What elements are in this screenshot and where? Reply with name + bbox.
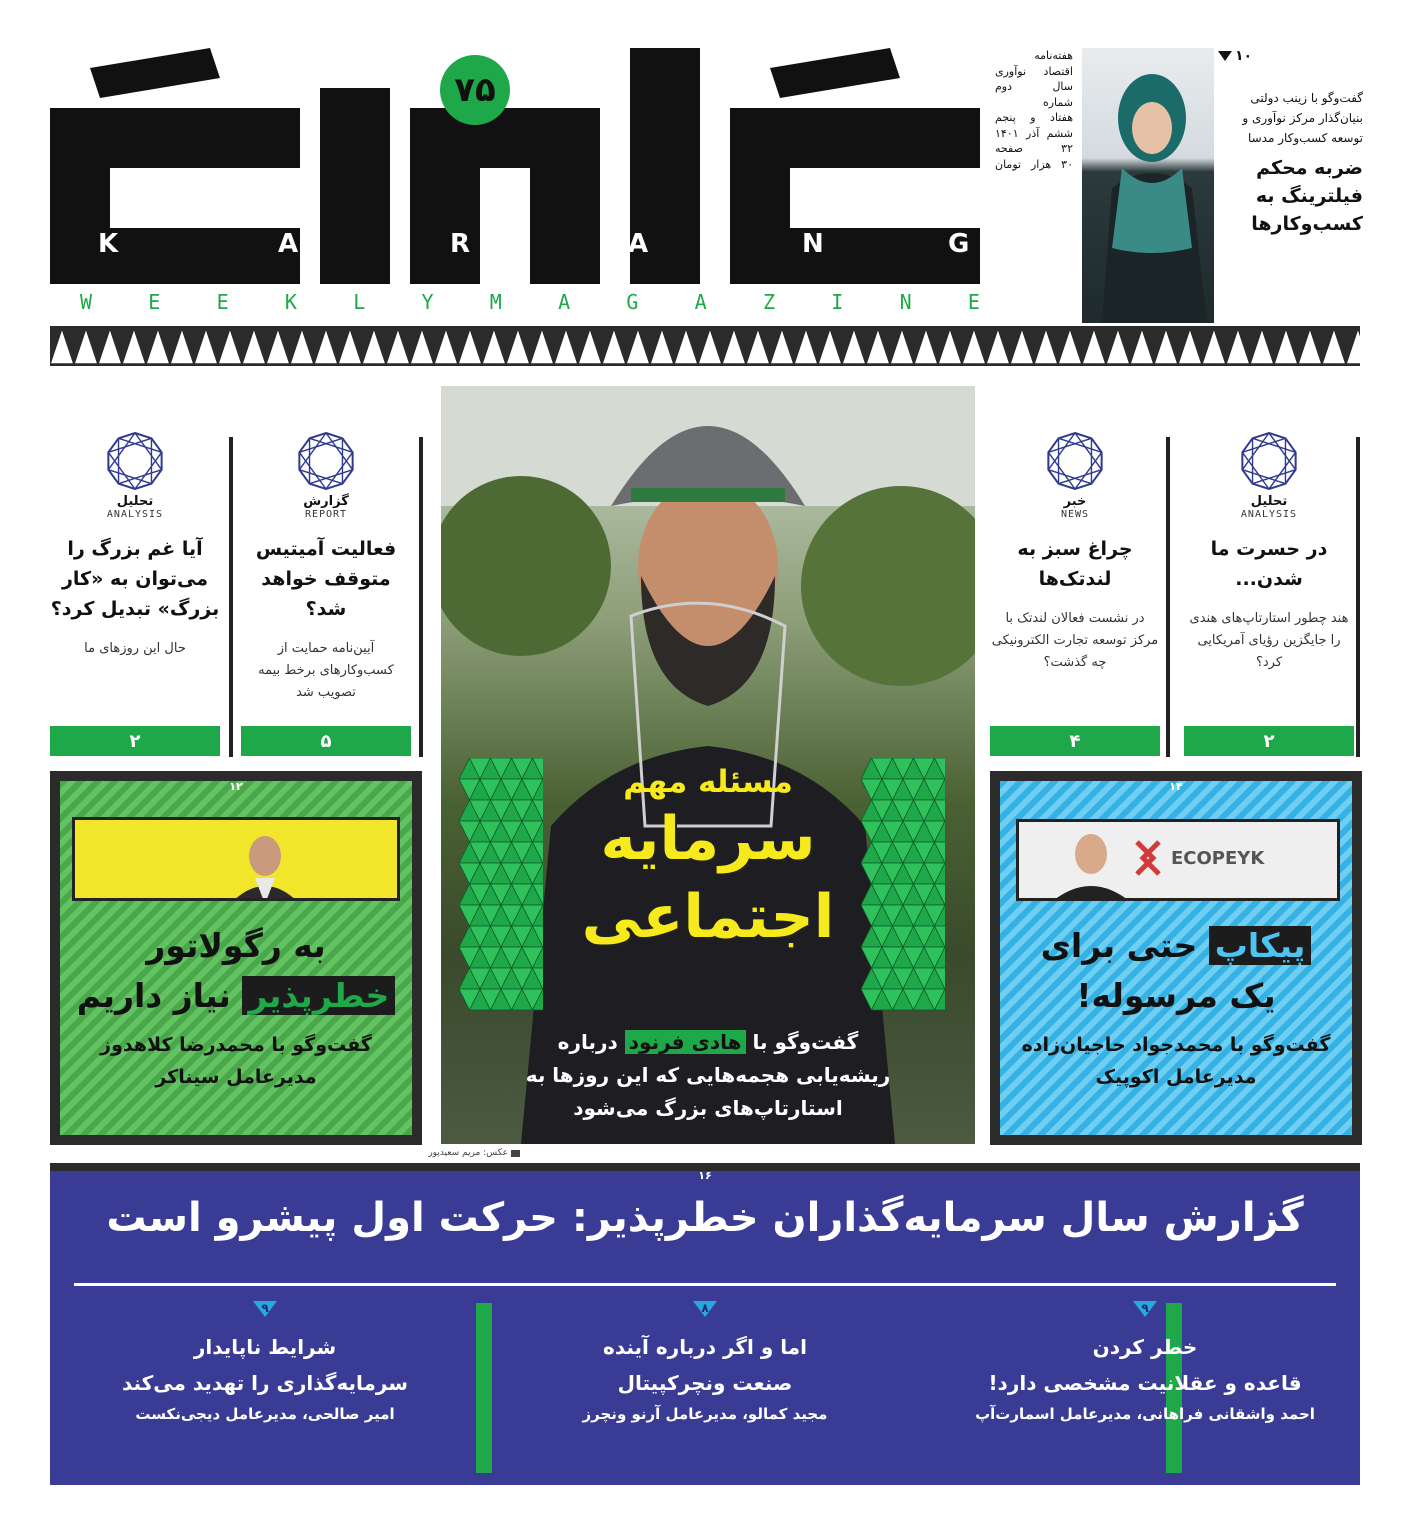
logo-letter-a: A [278, 229, 299, 259]
column-category-en: REPORT [304, 509, 348, 520]
right-feature-box[interactable] [990, 771, 1362, 1145]
column-category: خبر [1063, 494, 1087, 509]
cover-deck-text: درباره [557, 1030, 618, 1054]
bottom-item-page [930, 1301, 1360, 1317]
column-news[interactable] [990, 430, 1160, 674]
teaser-title: ضربه محکم فیلترینگ به کسب‌وکارها [1251, 157, 1363, 235]
bottom-item-sub: امیر صالحی، مدیرعامل دیجی‌نکست [135, 1405, 395, 1423]
tagline-letter: Z [762, 290, 776, 314]
issue-info-line: شماره [1042, 95, 1073, 109]
bottom-item-title-line1: خطر کردن [1092, 1335, 1198, 1359]
column-analysis-1[interactable] [1184, 430, 1354, 674]
analysis-emblem-icon [104, 430, 166, 492]
teaser-intro: گفت‌وگو با زینب دولتی بنیان‌گذار مرکز نوآوری و توسعه کسب‌وکار مدسا [1242, 91, 1363, 145]
column-title: چراغ سبز به لندتک‌ها [1017, 538, 1133, 590]
cover-deck-line3: استارتاپ‌های بزرگ می‌شود [573, 1096, 843, 1120]
right-box-photo [1016, 819, 1340, 901]
top-teaser[interactable] [1218, 48, 1363, 238]
camera-icon [511, 1150, 520, 1157]
cover-photo[interactable] [441, 386, 975, 1144]
column-desc: حال این روزهای ما [84, 641, 186, 656]
bottom-title: گزارش سال سرمایه‌گذاران خطرپذیر: حرکت اول پیشرو است [106, 1195, 1304, 1241]
column-page-bar: ۵ [241, 726, 411, 756]
bottom-item-sub: احمد واشقانی فراهانی، مدیرعامل اسمارت‌آپ [975, 1405, 1315, 1423]
tagline-letter: E [148, 290, 161, 314]
bottom-item-title-line2: سرمایه‌گذاری را تهدید می‌کند [121, 1371, 409, 1395]
left-box-text [60, 921, 412, 1093]
cover-kicker: مسئله مهم [623, 764, 793, 800]
issue-info-line: ۳۲ صفحه [995, 142, 1073, 155]
cover-deck [461, 1026, 955, 1125]
bottom-item-page [50, 1301, 480, 1317]
tagline-letter: E [216, 290, 229, 314]
tagline-letter: Y [421, 290, 434, 314]
column-analysis-2[interactable] [50, 430, 220, 660]
analysis-emblem-icon [1238, 430, 1300, 492]
logo-letter-n: N [802, 229, 824, 259]
cover-headline [441, 800, 975, 956]
column-desc: هند چطور استارتاپ‌های هندی را جایگزین رؤیای آمریکایی کرد؟ [1189, 611, 1349, 670]
left-box-sub-line2: مدیرعامل سیناکر [155, 1066, 317, 1088]
bottom-item-page-number: ۹ [1141, 1301, 1149, 1315]
triangle-pattern-band [50, 326, 1360, 366]
right-box-text [1000, 921, 1352, 1093]
tagline-letter: N [899, 290, 912, 314]
bottom-feature-band[interactable] [50, 1163, 1360, 1485]
bottom-item-sub: مجید کمالو، مدیرعامل آرنو ونچرز [582, 1405, 828, 1423]
logo-letter-k: K [98, 229, 119, 259]
bottom-item-page [490, 1301, 920, 1317]
column-category: تحلیل [116, 494, 154, 509]
weekly-magazine-tagline [80, 290, 980, 318]
column-page-bar: ۴ [990, 726, 1160, 756]
issue-info [995, 48, 1073, 172]
ecopeyk-logo-icon [1137, 842, 1159, 874]
column-report[interactable] [241, 430, 411, 704]
photo-credit [420, 1148, 520, 1158]
left-box-sub-line1: گفت‌وگو با محمدرضا کلاهدوز [100, 1034, 372, 1056]
issue-info-line: اقتصاد نوآوری [995, 64, 1073, 78]
column-divider [419, 437, 423, 757]
left-box-photo [72, 817, 400, 901]
logo-letter-a2: A [628, 229, 649, 259]
column-desc: در نشست فعالان لندتک با مرکز توسعه تجارت الکترونیکی چه گذشت؟ [991, 611, 1159, 670]
masthead-logo [50, 48, 980, 284]
right-box-headline-line2: یک مرسوله! [1076, 976, 1276, 1015]
right-box-headline-line1: حتی برای [1040, 926, 1198, 965]
issue-info-line: ۳۰ هزار تومان [995, 157, 1073, 171]
cover-headline-line1: سرمایه [600, 804, 816, 874]
news-emblem-icon [1044, 430, 1106, 492]
tagline-letter: K [284, 290, 297, 314]
column-title: فعالیت آمیتیس متوقف خواهد شد؟ [255, 538, 397, 620]
issue-info-line: سال دوم [995, 80, 1073, 93]
left-box-headline-line1: به رگولاتور [146, 926, 326, 965]
column-category: تحلیل [1250, 494, 1288, 509]
issue-number-badge: ۷۵ [440, 55, 510, 125]
box-page-number: ۱۴ [1169, 780, 1183, 793]
tagline-letter: M [489, 290, 502, 314]
tagline-letter: A [558, 290, 571, 314]
cover-deck-text: گفت‌وگو با [752, 1030, 859, 1054]
bottom-rule [74, 1283, 1336, 1286]
left-feature-box[interactable] [50, 771, 422, 1145]
bottom-page-number: ۱۶ [698, 1169, 712, 1182]
tagline-letter: W [80, 290, 93, 314]
bottom-item-page-number: ۹ [261, 1301, 269, 1315]
tagline-letter: L [353, 290, 366, 314]
issue-info-line: هفتاد و پنجم [995, 111, 1073, 124]
logo-letter-g: G [948, 229, 970, 259]
tagline-letter: I [831, 290, 844, 314]
teaser-photo [1082, 48, 1214, 323]
report-emblem-icon [295, 430, 357, 492]
bottom-item-title-line2: صنعت ونچرکپیتال [617, 1371, 793, 1395]
column-divider [1166, 437, 1170, 757]
bottom-item-page-number: ۸ [701, 1301, 709, 1315]
column-category-en: ANALYSIS [106, 509, 164, 520]
bottom-item-2[interactable] [490, 1301, 920, 1423]
tagline-letter: G [626, 290, 639, 314]
teaser-page-number: ۱۰ [1218, 48, 1363, 64]
tagline-letter: E [967, 290, 980, 314]
ecopeyk-logo-text: ECOPEYK [1171, 848, 1265, 869]
column-desc: آیین‌نامه حمایت از کسب‌وکارهای برخط بیمه تصویب شد [258, 641, 394, 700]
box-page-number: ۱۲ [229, 780, 243, 793]
right-box-sub-line1: گفت‌وگو با محمدجواد حاجیان‌زاده [1021, 1034, 1331, 1056]
column-page-bar: ۲ [1184, 726, 1354, 756]
column-category-en: NEWS [1060, 509, 1090, 520]
left-box-headline-highlight: خطرپذیر [242, 976, 395, 1015]
issue-info-line: هفته‌نامه [1034, 49, 1073, 62]
left-box-headline-line2: نیاز داریم [76, 976, 231, 1015]
column-title: آیا غم بزرگ را می‌توان به «کار بزرگ» تبدیل کرد؟ [50, 538, 220, 620]
issue-info-line: ششم آذر ۱۴۰۱ [995, 126, 1073, 140]
bottom-item-1[interactable] [930, 1301, 1360, 1423]
column-divider [1356, 437, 1360, 757]
cover-deck-line2: ریشه‌یابی هجمه‌هایی که این روزها به [525, 1063, 891, 1087]
column-divider [229, 437, 233, 757]
bottom-item-3[interactable] [50, 1301, 480, 1423]
cover-headline-line2: اجتماعی [581, 882, 835, 952]
photo-credit-text: عکس: مریم سعیدپور [428, 1148, 508, 1158]
column-page-bar: ۲ [50, 726, 220, 756]
bottom-item-title-line1: اما و اگر درباره آینده [603, 1335, 807, 1359]
right-box-headline-highlight: پیکاپ [1209, 926, 1312, 965]
column-title: در حسرت ما شدن... [1210, 538, 1328, 590]
logo-letter-r: R [450, 229, 471, 259]
column-category: گزارش [303, 494, 349, 509]
tagline-letter: A [694, 290, 707, 314]
column-category-en: ANALYSIS [1240, 509, 1298, 520]
bottom-item-title-line1: شرایط ناپایدار [193, 1335, 337, 1359]
right-box-sub-line2: مدیرعامل اکوپیک [1095, 1066, 1257, 1088]
cover-headline-block [441, 764, 975, 956]
bottom-item-title-line2: قاعده و عقلانیت مشخصی دارد! [988, 1371, 1302, 1395]
cover-deck-highlight: هادی فرنود [625, 1030, 746, 1054]
